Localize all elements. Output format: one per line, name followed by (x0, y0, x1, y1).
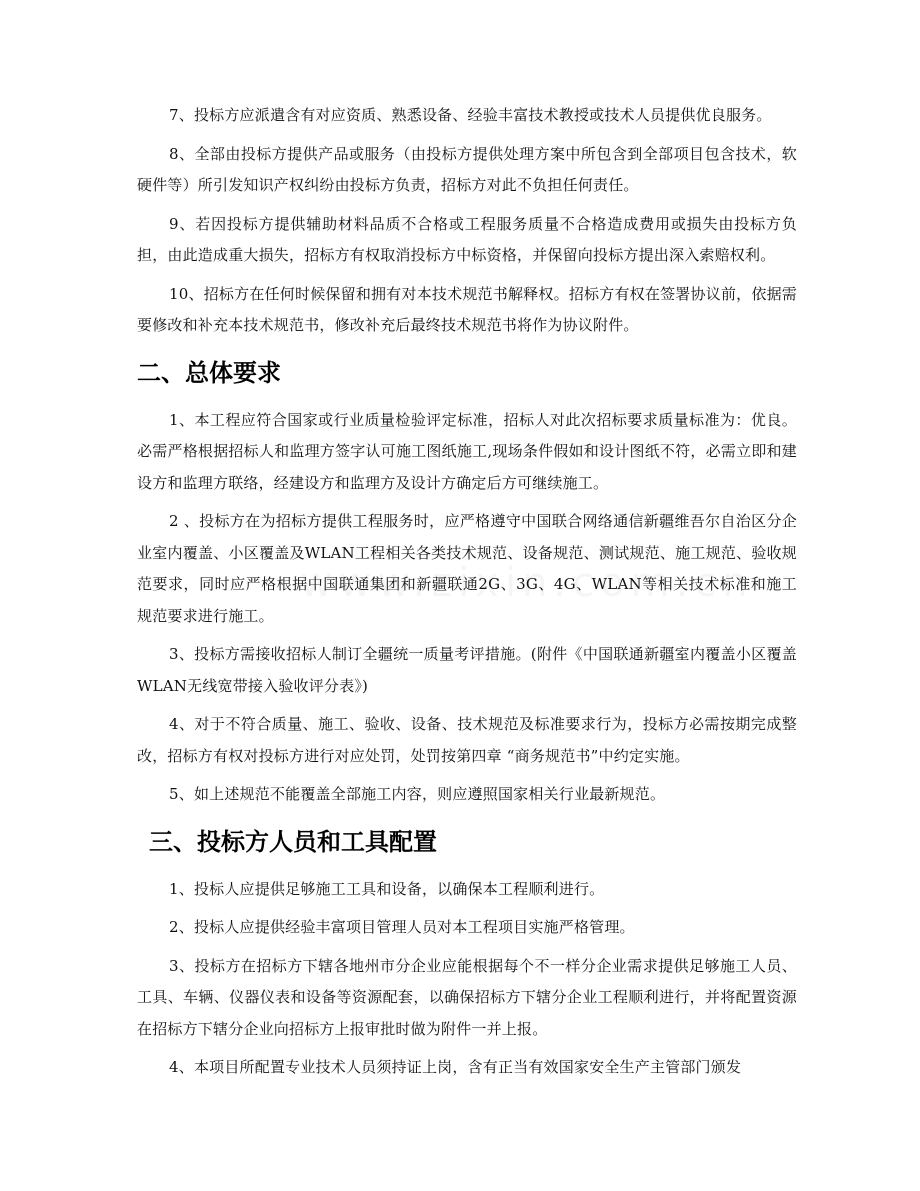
paragraph: 9、若因投标方提供辅助材料品质不合格或工程服务质量不合格造成费用或损失由投标方负担，由此造成重大损失，招标方有权取消投标方中标资格，并保留向投标方提出深入索赔权利。 (137, 214, 797, 264)
paragraph: 5、如上述规范不能覆盖全部施工内容，则应遵照国家相关行业最新规范。 (169, 785, 666, 803)
paragraph: 2 、投标方在为招标方提供工程服务时，应严格遵守中国联合网络通信新疆维吾尔自治区分企业室内覆盖、小区覆盖及WLAN工程相关各类技术规范、设备规范、测试规范、施工规范、验收规范要求，同时应严格根据中国联通集团和新疆联通2G、3G、4G、WLAN等相关技术标准和施工规范要求进行施工。 (137, 512, 797, 625)
section-heading: 二、总体要求 (137, 358, 281, 387)
paragraph: 2、投标人应提供经验丰富项目管理人员对本工程项目实施严格管理。 (169, 918, 635, 936)
paragraph: 8、全部由投标方提供产品或服务（由投标方提供处理方案中所包含到全部项目包含技术，软硬件等）所引发知识产权纠纷由投标方负责，招标方对此不负担任何责任。 (137, 144, 797, 194)
section-heading: 三、投标方人员和工具配置 (149, 827, 437, 856)
paragraph: 4、本项目所配置专业技术人员须持证上岗，含有正当有效国家安全生产主管部门颁发 (169, 1058, 742, 1076)
paragraph: 3、投标方在招标方下辖各地州市分企业应能根据每个不一样分企业需求提供足够施工人员、工具、车辆、仪器仪表和设备等资源配套，以确保招标方下辖分企业工程顺利进行，并将配置资源在招标方下辖分企业向招标方上报审批时做为附件一并上报。 (137, 956, 797, 1038)
paragraph: 4、对于不符合质量、施工、验收、设备、技术规范及标准要求行为，投标方必需按期完成整改，招标方有权对投标方进行对应处罚，处罚按第四章 “商务规范书”中约定实施。 (137, 715, 797, 765)
paragraph: 10、招标方在任何时候保留和拥有对本技术规范书解释权。招标方有权在签署协议前，依据需要修改和补充本技术规范书，修改补充后最终技术规范书将作为协议附件。 (137, 284, 797, 334)
paragraph: 1、投标人应提供足够施工工具和设备，以确保本工程顺利进行。 (169, 879, 605, 898)
paragraph: 7、投标方应派遣含有对应资质、熟悉设备、经验丰富技术教授或技术人员提供优良服务。 (169, 106, 772, 124)
paragraph: 1、本工程应符合国家或行业质量检验评定标准，招标人对此次招标要求质量标准为：优良。必需严格根据招标人和监理方签字认可施工图纸施工,现场条件假如和设计图纸不符，必需立即和建设方和监理方联络，经建设方和监理方及设计方确定后方可继续施工。 (137, 410, 797, 492)
paragraph: 3、投标方需接收招标人制订全疆统一质量考评措施。(附件《中国联通新疆室内覆盖小区覆盖WLAN无线宽带接入验收评分表》) (137, 645, 797, 695)
document-body (137, 100, 797, 1091)
